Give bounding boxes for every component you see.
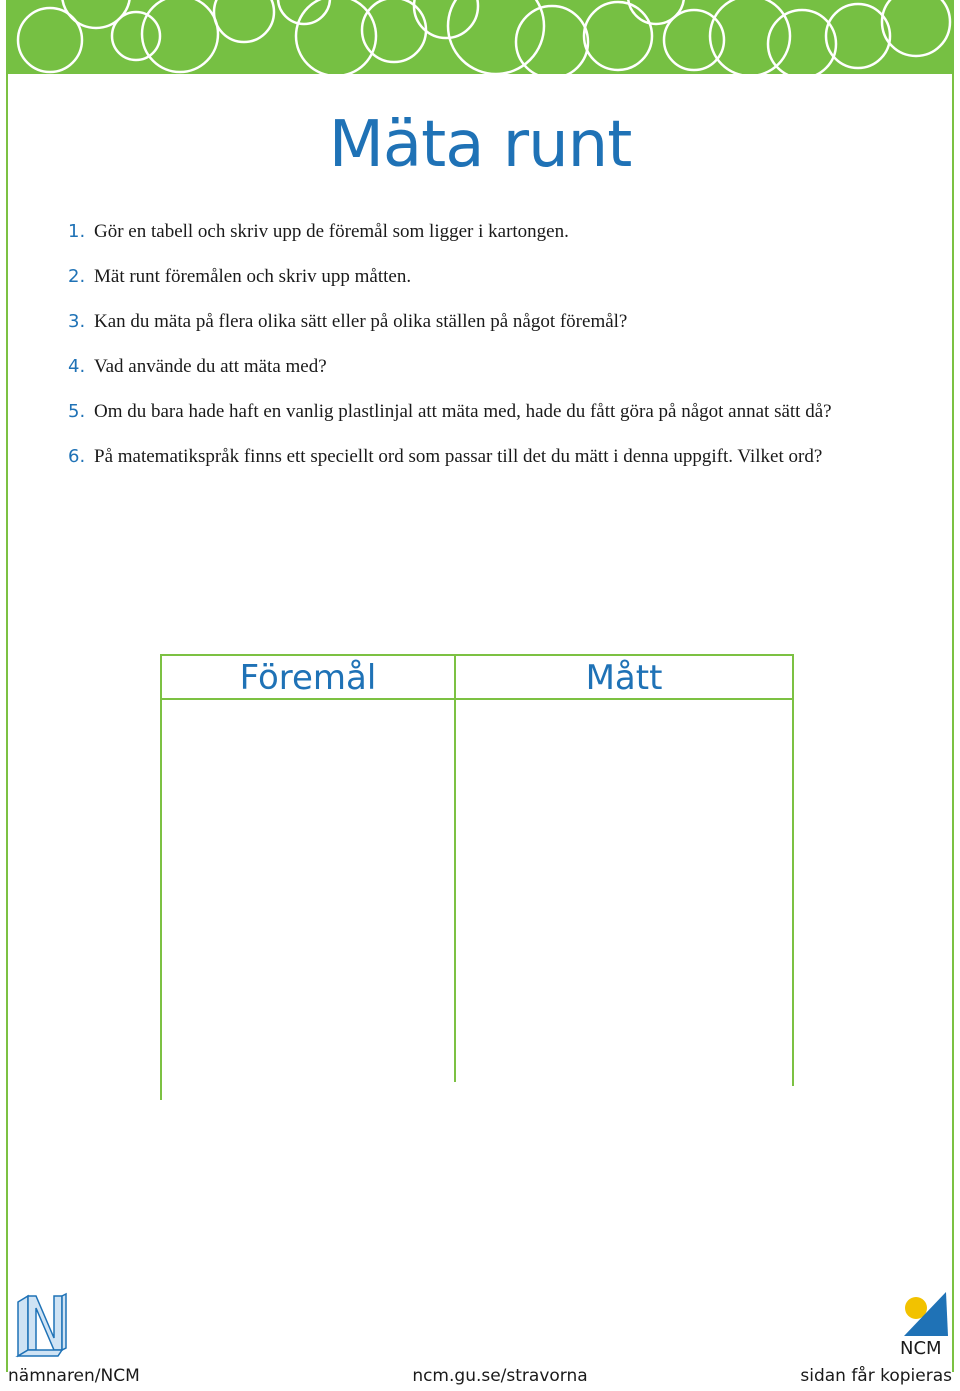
question-number: 3. [68, 311, 86, 332]
question-number: 4. [68, 356, 86, 377]
header-banner [6, 0, 954, 74]
page-title: Mäta runt [328, 108, 632, 182]
table-header-measurement: Mått [585, 658, 663, 698]
footer-copy-notice: sidan får kopieras [800, 1366, 952, 1386]
ncm-sun-logo-icon [896, 1290, 950, 1340]
question-text: Mät runt föremålen och skriv upp måtten. [94, 266, 412, 287]
question-text: Gör en tabell och skriv upp de föremål som ligger i kartongen. [94, 221, 569, 242]
question-text: Vad använde du att mäta med? [94, 356, 327, 377]
table-right-border [792, 654, 794, 1086]
n-cube-logo-icon [14, 1292, 68, 1360]
question-number: 1. [68, 221, 86, 242]
question-text: Om du bara hade haft en vanlig plastlinjal att mäta med, hade du fått göra på något annat sätt då? [94, 401, 832, 422]
question-number: 6. [68, 446, 86, 467]
decorative-circles [6, 0, 954, 74]
question-list [68, 220, 888, 490]
question-number: 2. [68, 266, 86, 287]
question-text: På matematikspråk finns ett speciellt ord som passar till det du mätt i denna uppgift. Vilket ord? [94, 446, 823, 467]
question-item [68, 400, 888, 424]
question-item [68, 265, 888, 289]
question-item [68, 220, 888, 244]
table-header-object: Föremål [239, 658, 377, 698]
footer-url: ncm.gu.se/stravorna [412, 1366, 588, 1386]
question-text: Kan du mäta på flera olika sätt eller på olika ställen på något föremål? [94, 311, 628, 332]
ncm-logo-text: NCM [900, 1338, 942, 1359]
question-item [68, 310, 888, 334]
question-item [68, 445, 888, 469]
footer-publisher: nämnaren/NCM [8, 1366, 140, 1386]
table-column-divider [454, 654, 456, 1082]
table-left-border [160, 654, 162, 1100]
question-item [68, 355, 888, 379]
question-number: 5. [68, 401, 86, 422]
measurement-table [160, 654, 794, 1100]
table-header-divider [160, 698, 794, 700]
